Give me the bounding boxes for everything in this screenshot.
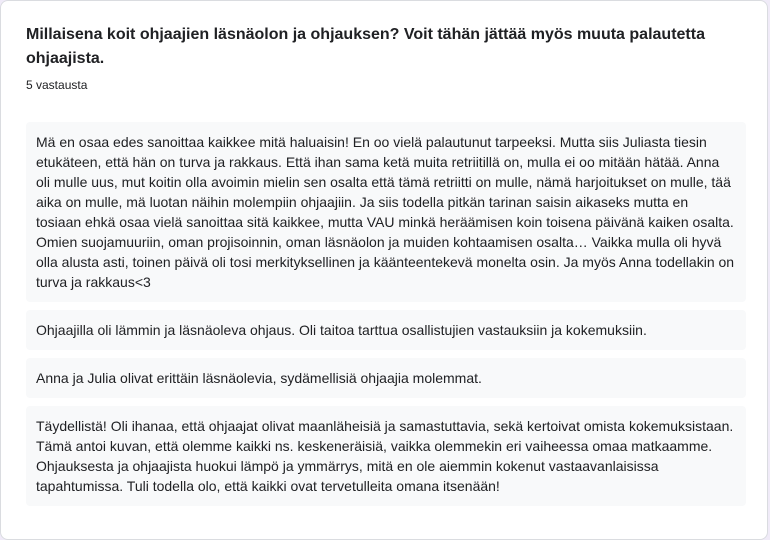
answer-list[interactable] — [26, 122, 746, 514]
response-count: 5 vastausta — [26, 78, 88, 92]
answer-item: Ohjaajilla oli lämmin ja läsnäoleva ohjaus. Oli taitoa tarttua osallistujien vastauksiin ja kokemuksiin. — [26, 310, 746, 350]
answer-item: Anna ja Julia olivat erittäin läsnäolevia, sydämellisiä ohjaajia molemmat. — [26, 358, 746, 398]
answer-item: Mä en osaa edes sanoittaa kaikkee mitä haluaisin! En oo vielä palautunut tarpeeksi. Mutta siis Juliasta tiesin etukäteen, että hän on turva ja rakkaus. Että ihan sama ketä muita retriitillä on, mulla ei oo mitään hätää. Anna oli mulle uus, mut koitin olla avoimin mielin sen osalta että tämä retriitti on mulle, nämä harjoitukset on mulle, tää aika on mulle, mä luotan näihin molempiin ohjaajiin. Ja siis todella pitkän tarinan saisin aikaseks mutta en tosiaan ehkä osaa vielä sanoittaa sitä kaikkee, mutta VAU minkä heräämisen koin toisena päivänä kaiken osalta. Omien suojamuuriin, oman projisoinnin, oman läsnäolon ja muiden kohtaamisen osalta… Vaikka mulla oli hyvä olla alusta asti, toinen päivä oli tosi merkityksellinen ja käänteentekevä monelta osin. Ja myös Anna todellakin on turva ja rakkaus<3 — [26, 122, 746, 302]
question-title: Millaisena koit ohjaajien läsnäolon ja ohjauksen? Voit tähän jättää myös muuta palautetta ohjaajista. — [26, 26, 705, 67]
answer-item: Täydellistä! Oli ihanaa, että ohjaajat olivat maanläheisiä ja samastuttavia, sekä kertoivat omista kokemuksistaan. Tämä antoi kuvan, että olemme kaikki ns. keskeneräisiä, vaikka olemmekin eri vaiheessa omaa matkaamme. Ohjauksesta ja ohjaajista huokui lämpö ja ymmärrys, mitä en ole aiemmin kokenut vastaavanlaisissa tapahtumissa. Tuli todella olo, että kaikki ovat tervetulleita omana itsenään! — [26, 406, 746, 506]
